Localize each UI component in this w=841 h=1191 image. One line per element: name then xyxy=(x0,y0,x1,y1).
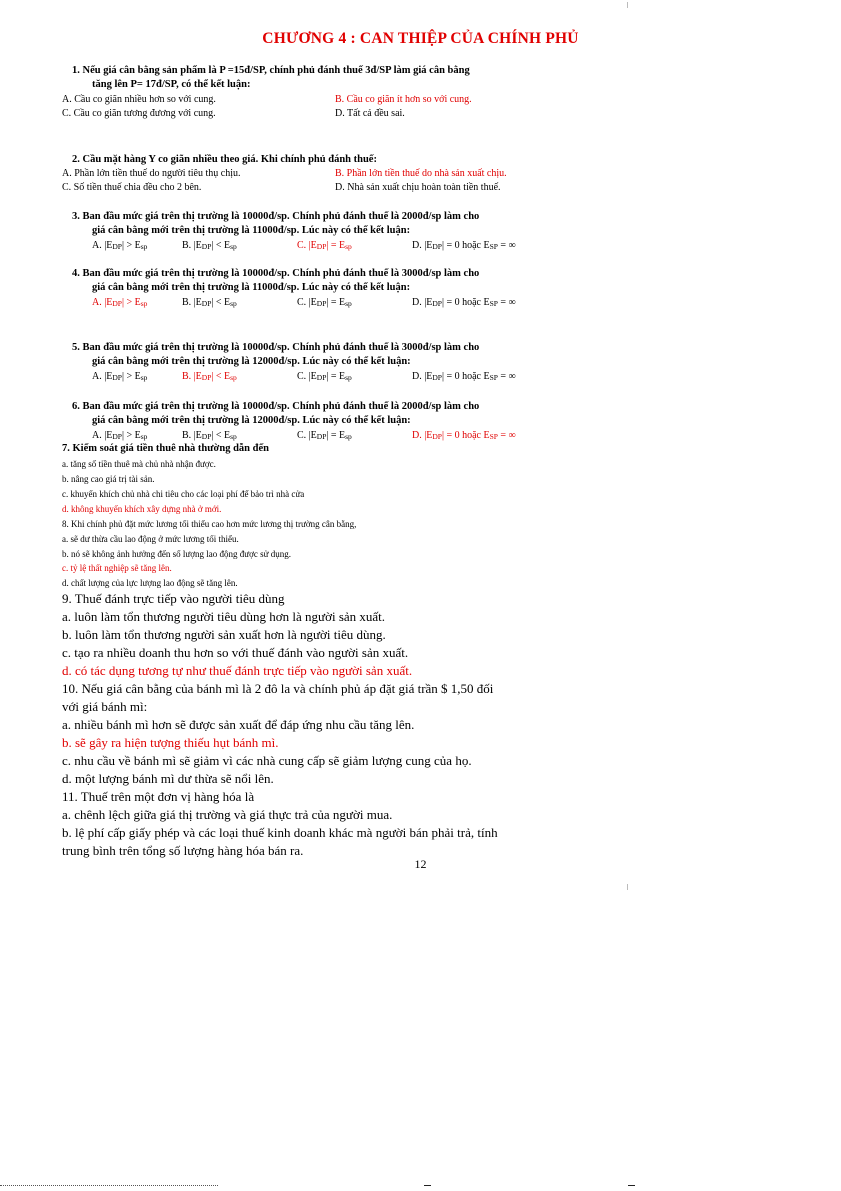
q3-option-c: C. |EDP| = Esp xyxy=(297,240,352,251)
q6-option-c: C. |EDP| = Esp xyxy=(297,430,352,441)
q2-stem: 2. Cầu mặt hàng Y co giãn nhiều theo giá. Khi chính phủ đánh thuế: xyxy=(72,154,377,165)
q1-option-a: A. Cầu co giãn nhiều hơn so với cung. xyxy=(62,94,216,105)
q4-option-d: D. |EDP| = 0 hoặc ESP = ∞ xyxy=(412,297,516,308)
q7-stem: 7. Kiểm soát giá tiền thuê nhà thường dẫn đến xyxy=(62,443,269,454)
q4-option-b: B. |EDP| < Esp xyxy=(182,297,237,308)
q6-stem-line1: 6. Ban đầu mức giá trên thị trường là 10000đ/sp. Chính phủ đánh thuế là 2000đ/sp làm cho xyxy=(72,401,480,412)
q1-option-d: D. Tất cả đều sai. xyxy=(335,108,405,119)
q11-stem: 11. Thuế trên một đơn vị hàng hóa là xyxy=(62,789,255,804)
q6-option-d: D. |EDP| = 0 hoặc ESP = ∞ xyxy=(412,430,516,441)
q9-option-a: a. luôn làm tổn thương người tiêu dùng hơn là người sản xuất. xyxy=(62,609,386,624)
q2-option-c: C. Số tiền thuế chia đều cho 2 bên. xyxy=(62,182,202,193)
q5-option-d: D. |EDP| = 0 hoặc ESP = ∞ xyxy=(412,371,516,382)
q1-stem-line2: tăng lên P= 17đ/SP, có thể kết luận: xyxy=(92,79,251,90)
q9-option-c: c. tạo ra nhiều doanh thu hơn so với thuế đánh vào người sản xuất. xyxy=(62,645,409,660)
q1-stem-line1: 1. Nếu giá cân bằng sản phẩm là P =15đ/SP, chính phủ đánh thuế 3đ/SP làm giá cân bằng xyxy=(72,65,470,76)
q3-stem-line2: giá cân bằng mới trên thị trường là 11000đ/sp. Lúc này có thể kết luận: xyxy=(92,225,411,236)
q6-option-a: A. |EDP| > Esp xyxy=(92,430,148,441)
q9-option-d: d. có tác dụng tương tự như thuế đánh trực tiếp vào người sản xuất. xyxy=(62,663,413,678)
q4-option-c: C. |EDP| = Esp xyxy=(297,297,352,308)
q4-stem-line2: giá cân bằng mới trên thị trường là 11000đ/sp. Lúc này có thể kết luận: xyxy=(92,282,411,293)
q2-option-a: A. Phần lớn tiền thuế do người tiêu thụ chịu. xyxy=(62,168,241,179)
q6-option-b: B. |EDP| < Esp xyxy=(182,430,237,441)
footer-tick-right xyxy=(628,1185,635,1186)
q7-option-a: a. tăng số tiền thuê mà chủ nhà nhận được. xyxy=(62,459,216,469)
q3-stem-line1: 3. Ban đầu mức giá trên thị trường là 10000đ/sp. Chính phủ đánh thuế là 2000đ/sp làm cho xyxy=(72,211,480,222)
scan-mark-mid xyxy=(627,884,628,890)
q10-option-d: d. một lượng bánh mì dư thừa sẽ nổi lên. xyxy=(62,771,274,786)
q4-stem-line1: 4. Ban đầu mức giá trên thị trường là 10000đ/sp. Chính phủ đánh thuế là 3000đ/sp làm cho xyxy=(72,268,480,279)
q8-option-b: b. nó sẽ không ảnh hưởng đến số lượng lao động được sử dụng. xyxy=(62,549,292,559)
q10-option-c: c. nhu cầu về bánh mì sẽ giảm vì các nhà cung cấp sẽ giảm lượng cung của họ. xyxy=(62,753,472,768)
q8-option-a: a. sẽ dư thừa cầu lao động ở mức lương tối thiểu. xyxy=(62,534,239,544)
q5-option-b: B. |EDP| < Esp xyxy=(182,371,237,382)
q9-option-b: b. luôn làm tổn thương người sản xuất hơn là người tiêu dùng. xyxy=(62,627,386,642)
q3-option-a: A. |EDP| > Esp xyxy=(92,240,148,251)
q5-stem-line2: giá cân bằng mới trên thị trường là 12000đ/sp. Lúc này có thể kết luận: xyxy=(92,356,411,367)
scan-mark-top xyxy=(627,2,628,8)
q3-option-d: D. |EDP| = 0 hoặc ESP = ∞ xyxy=(412,240,516,251)
q1-option-c: C. Cầu co giãn tương đương với cung. xyxy=(62,108,216,119)
footer-rule xyxy=(0,1185,218,1186)
q5-option-a: A. |EDP| > Esp xyxy=(92,371,148,382)
q10-stem-line2: với giá bánh mì: xyxy=(62,699,148,714)
q8-option-d: d. chất lượng của lực lượng lao động sẽ tăng lên. xyxy=(62,578,238,588)
q10-option-a: a. nhiều bánh mì hơn sẽ được sản xuất để đáp ứng nhu cầu tăng lên. xyxy=(62,717,415,732)
q10-stem-line1: 10. Nếu giá cân bằng của bánh mì là 2 đô la và chính phủ áp đặt giá trần $ 1,50 đối xyxy=(62,681,494,696)
q9-stem: 9. Thuế đánh trực tiếp vào người tiêu dùng xyxy=(62,591,285,606)
q7-option-b: b. nâng cao giá trị tài sản. xyxy=(62,474,155,484)
q7-option-d: d. không khuyến khích xây dựng nhà ở mới. xyxy=(62,504,222,514)
footer-tick-center xyxy=(424,1185,431,1186)
q11-option-b-line2: trung bình trên tổng số lượng hàng hóa bán ra. xyxy=(62,843,304,858)
q2-option-b: B. Phần lớn tiền thuế do nhà sản xuất chịu. xyxy=(335,168,507,179)
q8-option-c: c. tỷ lệ thất nghiệp sẽ tăng lên. xyxy=(62,563,172,573)
q7-option-c: c. khuyến khích chủ nhà chi tiêu cho các loại phí để bảo trì nhà cửa xyxy=(62,489,305,499)
q2-option-d: D. Nhà sản xuất chịu hoàn toàn tiền thuế. xyxy=(335,182,501,193)
page-number: 12 xyxy=(414,857,427,871)
chapter-title: CHƯƠNG 4 : CAN THIỆP CỦA CHÍNH PHỦ xyxy=(262,30,579,47)
q10-option-b: b. sẽ gây ra hiện tượng thiếu hụt bánh mì. xyxy=(62,735,279,750)
q11-option-a: a. chênh lệch giữa giá thị trường và giá thực trả của người mua. xyxy=(62,807,393,822)
q4-option-a: A. |EDP| > Esp xyxy=(92,297,148,308)
q8-stem: 8. Khi chính phủ đặt mức lương tối thiểu cao hơn mức lương thị trường cân bằng, xyxy=(62,519,357,529)
q11-option-b-line1: b. lệ phí cấp giấy phép và các loại thuế kinh doanh khác mà người bán phải trả, tính xyxy=(62,825,498,840)
q5-option-c: C. |EDP| = Esp xyxy=(297,371,352,382)
q5-stem-line1: 5. Ban đầu mức giá trên thị trường là 10000đ/sp. Chính phủ đánh thuế là 3000đ/sp làm cho xyxy=(72,342,480,353)
q1-option-b: B. Cầu co giãn ít hơn so với cung. xyxy=(335,94,472,105)
q3-option-b: B. |EDP| < Esp xyxy=(182,240,237,251)
q6-stem-line2: giá cân bằng mới trên thị trường là 12000đ/sp. Lúc này có thể kết luận: xyxy=(92,415,411,426)
